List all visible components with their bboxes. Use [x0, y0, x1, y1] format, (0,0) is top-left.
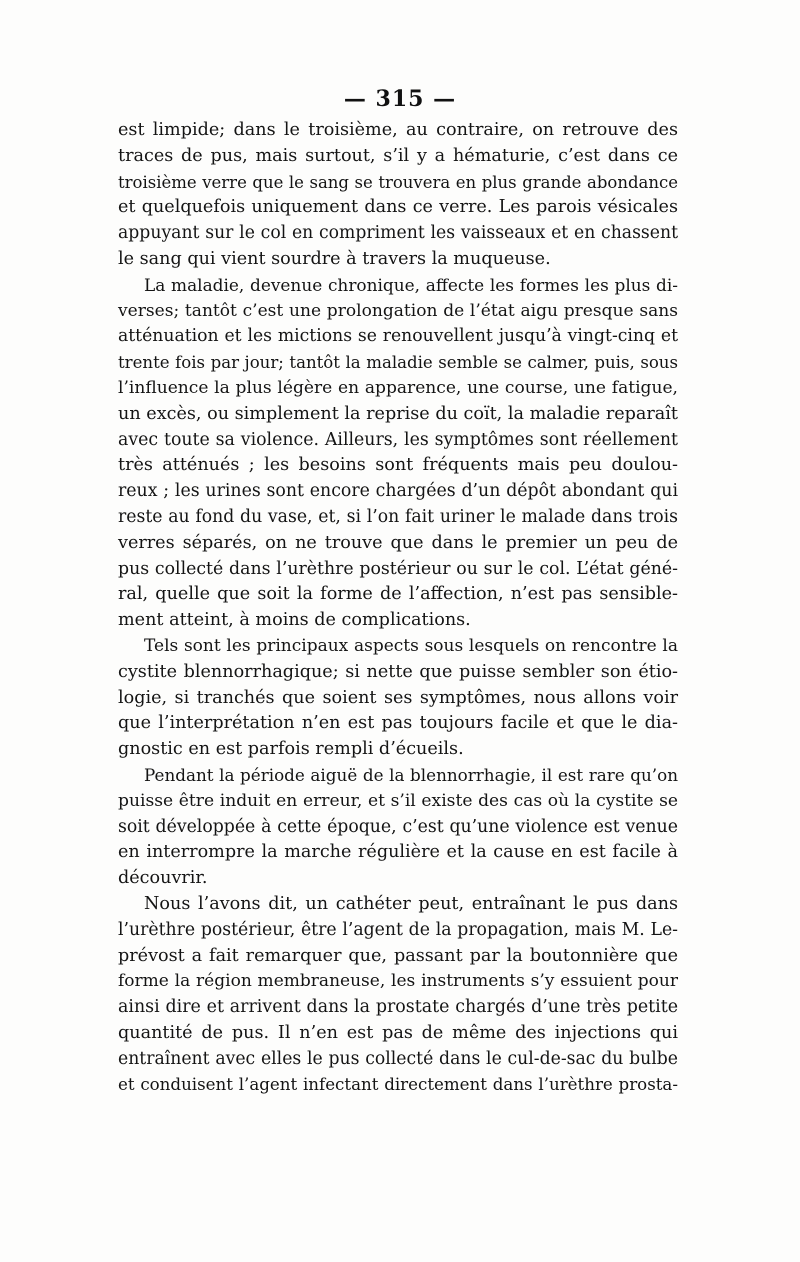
text-line: pus collecté dans l’urèthre postérieur ou sur le col. L’état géné- [118, 558, 678, 579]
text-line: avec toute sa violence. Ailleurs, les symptômes sont réellement [118, 429, 678, 450]
text-line: Nous l’avons dit, un cathéter peut, entraînant le pus dans [144, 893, 678, 914]
text-line: Tels sont les principaux aspects sous lesquels on rencontre la [144, 635, 678, 656]
text-line: très atténués ; les besoins sont fréquents mais peu doulou- [118, 455, 678, 476]
text-line: l’influence la plus légère en apparence, une course, une fatigue, [118, 377, 678, 398]
text-line: que l’interprétation n’en est pas toujours facile et que le dia- [118, 713, 678, 734]
text-line: forme la région membraneuse, les instruments s’y essuient pour [118, 971, 678, 992]
text-line: appuyant sur le col en compriment les vaisseaux et en chassent [118, 223, 678, 244]
paragraph-4 [118, 763, 678, 892]
text-line: logie, si tranchés que soient ses symptômes, nous allons voir [118, 687, 678, 708]
paragraph-1 [118, 118, 678, 273]
text-line: en interrompre la marche régulière et la cause en est facile à [118, 842, 678, 863]
text-line: ral, quelle que soit la forme de l’affection, n’est pas sensible- [118, 584, 678, 605]
text-line: découvrir. [118, 868, 208, 889]
page-number: — 315 — [343, 86, 457, 112]
paragraph-2 [118, 273, 678, 634]
text-line: et conduisent l’agent infectant directement dans l’urèthre prosta- [118, 1075, 678, 1095]
text-line: Pendant la période aiguë de la blennorrhagie, il est rare qu’on [144, 764, 678, 785]
body-text [118, 118, 678, 1098]
text-line: reste au fond du vase, et, si l’on fait uriner le malade dans trois [118, 506, 678, 527]
text-line: reux ; les urines sont encore chargées d’un dépôt abondant qui [118, 481, 678, 502]
text-line: troisième verre que le sang se trouvera en plus grande abondance [118, 172, 678, 192]
paragraph-5 [118, 892, 678, 1098]
text-line: un excès, ou simplement la reprise du coït, la maladie reparaît [118, 403, 678, 424]
paragraph-3 [118, 634, 678, 763]
text-line: traces de pus, mais surtout, s’il y a hématurie, c’est dans ce [118, 145, 678, 166]
text-line: ainsi dire et arrivent dans la prostate chargés d’une très petite [118, 997, 678, 1018]
text-line: gnostic en est parfois rempli d’écueils. [118, 739, 464, 760]
text-line: cystite blennorrhagique; si nette que puisse sembler son étio- [118, 661, 678, 682]
text-line: atténuation et les mictions se renouvellent jusqu’à vingt-cinq et [118, 326, 678, 347]
text-line: puisse être induit en erreur, et s’il existe des cas où la cystite se [118, 790, 678, 811]
text-line: soit développée à cette époque, c’est qu’une violence est venue [118, 816, 678, 837]
text-line: trente fois par jour; tantôt la maladie semble se calmer, puis, sous [118, 353, 678, 373]
text-line: l’urèthre postérieur, être l’agent de la propagation, mais M. Le- [118, 919, 678, 940]
text-line: La maladie, devenue chronique, affecte les formes les plus di- [144, 274, 678, 295]
text-line: le sang qui vient sourdre à travers la muqueuse. [118, 248, 551, 269]
text-line: quantité de pus. Il n’en est pas de même des injections qui [118, 1022, 678, 1043]
text-line: entraînent avec elles le pus collecté dans le cul-de-sac du bulbe [118, 1048, 678, 1069]
text-line: et quelquefois uniquement dans ce verre. Les parois vésicales [118, 197, 678, 218]
text-line: prévost a fait remarquer que, passant par la boutonnière que [118, 945, 678, 966]
text-line: ment atteint, à moins de complications. [118, 610, 471, 631]
text-line: verses; tantôt c’est une prolongation de l’état aigu presque sans [118, 300, 678, 321]
text-line: est limpide; dans le troisième, au contraire, on retrouve des [118, 120, 678, 140]
text-line: verres séparés, on ne trouve que dans le premier un peu de [118, 532, 678, 553]
